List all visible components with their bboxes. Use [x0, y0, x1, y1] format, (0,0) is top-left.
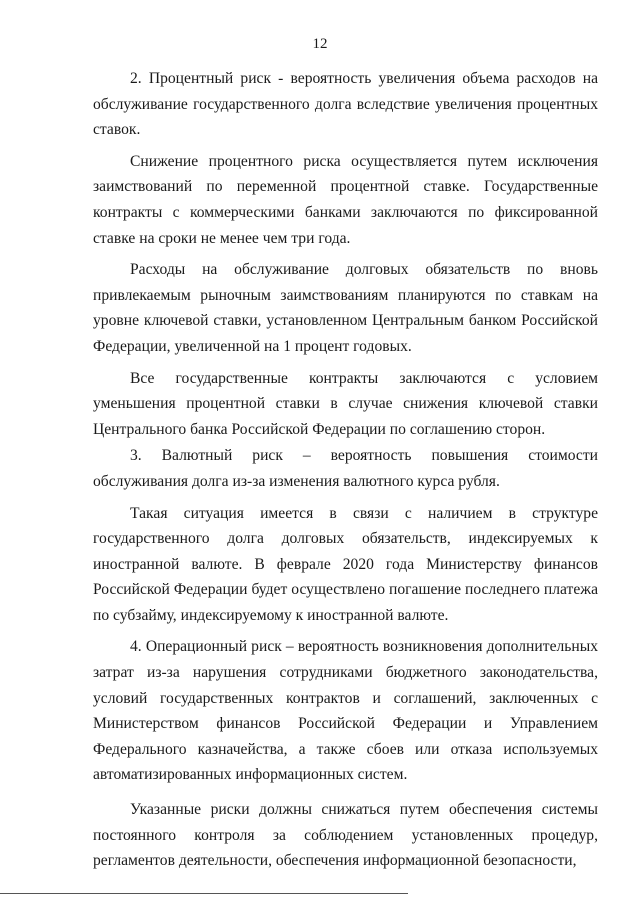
paragraph-interest-rate-risk: 2. Процентный риск - вероятность увеличения объема расходов на обслуживание государственного долга вследствие увеличения процентных ставок. — [93, 70, 598, 139]
page-number: 12 — [312, 36, 328, 52]
paragraph-contract-terms: Все государственные контракты заключаются с условием уменьшения процентной ставки в случае снижения ключевой ставки Центрального банка Российской Федерации по соглашению сторон. — [93, 369, 598, 438]
paragraph-currency-risk-situation: Такая ситуация имеется в связи с наличием в структуре государственного долга долговых обязательств, индексируемых к иностранной валюте. В феврале 2020 года Министерству финансов Российской Федерации будет осуществлено погашение последнего платежа по субзайму, индексируемому к иностранной валюте. — [93, 504, 598, 624]
paragraph-risk-mitigation: Указанные риски должны снижаться путем обеспечения системы постоянного контроля за соблюдением установленных процедур, регламентов деятельности, обеспечения информационной безопасности, — [93, 801, 598, 870]
paragraph-interest-rate-risk-reduction: Снижение процентного риска осуществляется путем исключения заимствований по переменной процентной ставке. Государственные контракты с коммерческими банками заключаются по фиксированной ставке на сроки не менее чем три года. — [93, 152, 598, 247]
document-body — [93, 66, 598, 874]
paragraph-currency-risk: 3. Валютный риск – вероятность повышения стоимости обслуживания долга из-за изменения валютного курса рубля. — [93, 447, 598, 490]
paragraph-borrowing-costs: Расходы на обслуживание долговых обязательств по вновь привлекаемым рыночным заимствованиям планируются по ставкам на уровне ключевой ставки, установленном Центральным банком Российской Федерации, увеличенной на 1 процент годовых. — [93, 261, 598, 355]
paragraph-operational-risk: 4. Операционный риск – вероятность возникновения дополнительных затрат из-за нарушения сотрудниками бюджетного законодательства, условий государственных контрактов и соглашений, заключенных с Министерством финансов Российской Федерации и Управлением Федерального казначейства, а также сбоев или отказа используемых автоматизированных информационных систем. — [93, 638, 598, 784]
footer-rule — [0, 893, 408, 894]
